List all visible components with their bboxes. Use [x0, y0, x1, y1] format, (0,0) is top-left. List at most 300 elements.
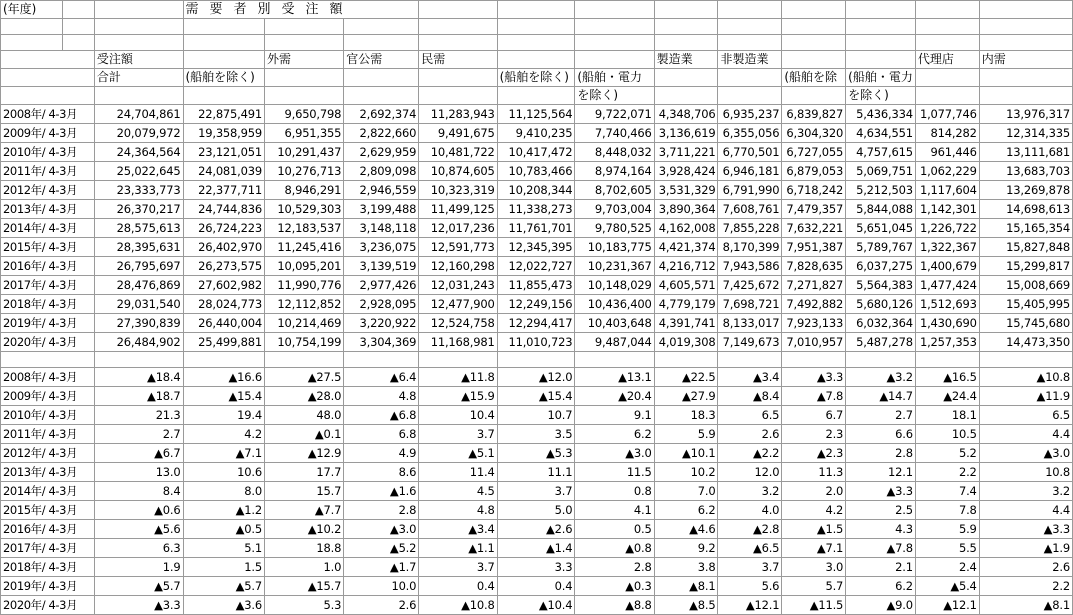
data-cell[interactable]: 10.5: [915, 425, 979, 444]
data-cell[interactable]: ▲0.3: [575, 577, 654, 596]
cell[interactable]: [1, 352, 95, 368]
data-cell[interactable]: 25,499,881: [183, 333, 264, 352]
data-cell[interactable]: 12,524,758: [419, 314, 497, 333]
data-cell[interactable]: 23,333,773: [94, 181, 183, 200]
data-cell[interactable]: 5,212,503: [846, 181, 916, 200]
data-cell[interactable]: ▲15.4: [497, 387, 575, 406]
cell[interactable]: [846, 352, 916, 368]
data-cell[interactable]: ▲15.9: [419, 387, 497, 406]
data-cell[interactable]: ▲12.0: [497, 368, 575, 387]
row-label[interactable]: 2014年/ 4-3月: [1, 219, 95, 238]
data-cell[interactable]: 2,946,559: [344, 181, 419, 200]
data-cell[interactable]: 22,377,711: [183, 181, 264, 200]
row-label[interactable]: 2012年/ 4-3月: [1, 181, 95, 200]
column-header[interactable]: (船舶を除く): [497, 69, 575, 87]
data-cell[interactable]: 3,148,118: [344, 219, 419, 238]
data-cell[interactable]: ▲3.4: [718, 368, 782, 387]
data-cell[interactable]: 5.7: [782, 577, 846, 596]
data-cell[interactable]: 3.2: [979, 482, 1072, 501]
data-cell[interactable]: 4.0: [718, 501, 782, 520]
data-cell[interactable]: 1.5: [183, 558, 264, 577]
data-cell[interactable]: 6,355,056: [718, 124, 782, 143]
data-cell[interactable]: ▲8.8: [575, 596, 654, 615]
cell[interactable]: [979, 352, 1072, 368]
data-cell[interactable]: 10,276,713: [264, 162, 343, 181]
data-cell[interactable]: 11,125,564: [497, 105, 575, 124]
data-cell[interactable]: 12,477,900: [419, 295, 497, 314]
data-cell[interactable]: 26,402,970: [183, 238, 264, 257]
cell[interactable]: [782, 35, 846, 51]
row-label[interactable]: 2010年/ 4-3月: [1, 143, 95, 162]
data-cell[interactable]: ▲3.0: [344, 520, 419, 539]
cell[interactable]: [62, 19, 94, 35]
data-cell[interactable]: 6.2: [654, 501, 718, 520]
data-cell[interactable]: 10,095,201: [264, 257, 343, 276]
data-cell[interactable]: 4.5: [419, 482, 497, 501]
data-cell[interactable]: 18.3: [654, 406, 718, 425]
data-cell[interactable]: ▲7.8: [782, 387, 846, 406]
data-cell[interactable]: 9,722,071: [575, 105, 654, 124]
data-cell[interactable]: 3,928,424: [654, 162, 718, 181]
data-cell[interactable]: ▲12.1: [718, 596, 782, 615]
data-cell[interactable]: ▲18.4: [94, 368, 183, 387]
data-cell[interactable]: 18.1: [915, 406, 979, 425]
data-cell[interactable]: ▲6.4: [344, 368, 419, 387]
row-label[interactable]: 2014年/ 4-3月: [1, 482, 95, 501]
row-label[interactable]: 2009年/ 4-3月: [1, 387, 95, 406]
data-cell[interactable]: 7,698,721: [718, 295, 782, 314]
cell[interactable]: [183, 35, 264, 51]
data-cell[interactable]: 1.9: [94, 558, 183, 577]
cell[interactable]: [183, 352, 264, 368]
data-cell[interactable]: 4,605,571: [654, 276, 718, 295]
data-cell[interactable]: 7,425,672: [718, 276, 782, 295]
data-cell[interactable]: 26,440,004: [183, 314, 264, 333]
row-label[interactable]: 2018年/ 4-3月: [1, 295, 95, 314]
data-cell[interactable]: ▲8.1: [979, 596, 1072, 615]
data-cell[interactable]: ▲10.1: [654, 444, 718, 463]
cell[interactable]: [846, 1, 916, 19]
data-cell[interactable]: 4.1: [575, 501, 654, 520]
data-cell[interactable]: 814,282: [915, 124, 979, 143]
data-cell[interactable]: 2.3: [782, 425, 846, 444]
cell[interactable]: [344, 352, 419, 368]
data-cell[interactable]: 19,358,959: [183, 124, 264, 143]
data-cell[interactable]: ▲0.8: [575, 539, 654, 558]
data-cell[interactable]: ▲15.4: [183, 387, 264, 406]
data-cell[interactable]: 1,430,690: [915, 314, 979, 333]
data-cell[interactable]: 8,946,291: [264, 181, 343, 200]
cell[interactable]: [654, 35, 718, 51]
data-cell[interactable]: 11,168,981: [419, 333, 497, 352]
data-cell[interactable]: 10,183,775: [575, 238, 654, 257]
cell[interactable]: [183, 19, 264, 35]
data-cell[interactable]: 15,165,354: [979, 219, 1072, 238]
row-label[interactable]: 2016年/ 4-3月: [1, 257, 95, 276]
data-cell[interactable]: 6,791,990: [718, 181, 782, 200]
cell[interactable]: [915, 352, 979, 368]
data-cell[interactable]: ▲1.2: [183, 501, 264, 520]
data-cell[interactable]: 6.6: [846, 425, 916, 444]
row-label[interactable]: 2008年/ 4-3月: [1, 368, 95, 387]
cell[interactable]: [575, 35, 654, 51]
cell[interactable]: [915, 1, 979, 19]
data-cell[interactable]: 5.9: [654, 425, 718, 444]
data-cell[interactable]: 26,273,575: [183, 257, 264, 276]
data-cell[interactable]: 2.2: [979, 577, 1072, 596]
data-cell[interactable]: 11,499,125: [419, 200, 497, 219]
data-cell[interactable]: 4,779,179: [654, 295, 718, 314]
data-cell[interactable]: 23,121,051: [183, 143, 264, 162]
data-cell[interactable]: 3.8: [654, 558, 718, 577]
data-cell[interactable]: 1,077,746: [915, 105, 979, 124]
data-cell[interactable]: 2.6: [718, 425, 782, 444]
data-cell[interactable]: ▲3.3: [979, 520, 1072, 539]
data-cell[interactable]: ▲3.2: [846, 368, 916, 387]
data-cell[interactable]: ▲7.8: [846, 539, 916, 558]
data-cell[interactable]: 11,990,776: [264, 276, 343, 295]
data-cell[interactable]: ▲2.3: [782, 444, 846, 463]
data-cell[interactable]: ▲0.5: [183, 520, 264, 539]
column-header[interactable]: 内需: [979, 51, 1072, 69]
data-cell[interactable]: 0.4: [497, 577, 575, 596]
data-cell[interactable]: ▲18.7: [94, 387, 183, 406]
data-cell[interactable]: ▲1.5: [782, 520, 846, 539]
data-cell[interactable]: 12.1: [846, 463, 916, 482]
cell[interactable]: [264, 19, 343, 35]
cell[interactable]: [62, 35, 94, 51]
data-cell[interactable]: ▲12.9: [264, 444, 343, 463]
data-cell[interactable]: 10.0: [344, 577, 419, 596]
data-cell[interactable]: ▲4.6: [654, 520, 718, 539]
data-cell[interactable]: 9,487,044: [575, 333, 654, 352]
data-cell[interactable]: 2.2: [915, 463, 979, 482]
data-cell[interactable]: 26,795,697: [94, 257, 183, 276]
data-cell[interactable]: 3.7: [718, 558, 782, 577]
data-cell[interactable]: 1,117,604: [915, 181, 979, 200]
row-label[interactable]: 2020年/ 4-3月: [1, 596, 95, 615]
data-cell[interactable]: 2.0: [782, 482, 846, 501]
column-header[interactable]: [718, 87, 782, 105]
data-cell[interactable]: ▲8.4: [718, 387, 782, 406]
data-cell[interactable]: 13,683,703: [979, 162, 1072, 181]
data-cell[interactable]: 28,024,773: [183, 295, 264, 314]
data-cell[interactable]: 2,977,426: [344, 276, 419, 295]
data-cell[interactable]: 6.7: [782, 406, 846, 425]
column-header[interactable]: 民需: [419, 51, 497, 69]
data-cell[interactable]: 25,022,645: [94, 162, 183, 181]
data-cell[interactable]: 4.4: [979, 501, 1072, 520]
data-cell[interactable]: 4.2: [183, 425, 264, 444]
column-header[interactable]: [497, 51, 575, 69]
data-cell[interactable]: 3,711,221: [654, 143, 718, 162]
column-header[interactable]: [979, 69, 1072, 87]
column-header[interactable]: [183, 51, 264, 69]
data-cell[interactable]: 11,010,723: [497, 333, 575, 352]
data-cell[interactable]: 6,032,364: [846, 314, 916, 333]
data-cell[interactable]: 5,680,126: [846, 295, 916, 314]
cell-corner[interactable]: [1, 87, 95, 105]
cell[interactable]: [654, 1, 718, 19]
data-cell[interactable]: 10,214,469: [264, 314, 343, 333]
data-cell[interactable]: 11.5: [575, 463, 654, 482]
data-cell[interactable]: ▲2.6: [497, 520, 575, 539]
data-cell[interactable]: ▲3.0: [575, 444, 654, 463]
data-cell[interactable]: 6,304,320: [782, 124, 846, 143]
data-cell[interactable]: 11,761,701: [497, 219, 575, 238]
data-cell[interactable]: 11.3: [782, 463, 846, 482]
data-cell[interactable]: 0.8: [575, 482, 654, 501]
data-cell[interactable]: 0.5: [575, 520, 654, 539]
column-header[interactable]: [979, 87, 1072, 105]
row-label[interactable]: 2011年/ 4-3月: [1, 162, 95, 181]
cell-sheet-title[interactable]: 需要者別受注額: [183, 1, 419, 19]
data-cell[interactable]: 3.7: [419, 558, 497, 577]
data-cell[interactable]: 1,142,301: [915, 200, 979, 219]
data-cell[interactable]: ▲2.2: [718, 444, 782, 463]
data-cell[interactable]: ▲5.6: [94, 520, 183, 539]
data-cell[interactable]: 3,531,329: [654, 181, 718, 200]
cell[interactable]: [575, 19, 654, 35]
cell[interactable]: [1, 19, 63, 35]
column-header[interactable]: [782, 87, 846, 105]
column-header[interactable]: 非製造業: [718, 51, 782, 69]
data-cell[interactable]: ▲27.5: [264, 368, 343, 387]
data-cell[interactable]: 2.6: [979, 558, 1072, 577]
data-cell[interactable]: 13,269,878: [979, 181, 1072, 200]
data-cell[interactable]: 5,651,045: [846, 219, 916, 238]
column-header[interactable]: を除く): [846, 87, 916, 105]
data-cell[interactable]: 5.5: [915, 539, 979, 558]
data-cell[interactable]: 8.4: [94, 482, 183, 501]
cell[interactable]: [718, 19, 782, 35]
data-cell[interactable]: 24,744,836: [183, 200, 264, 219]
data-cell[interactable]: ▲5.2: [344, 539, 419, 558]
data-cell[interactable]: 10.7: [497, 406, 575, 425]
cell[interactable]: [575, 1, 654, 19]
data-cell[interactable]: 24,081,039: [183, 162, 264, 181]
data-cell[interactable]: ▲3.0: [979, 444, 1072, 463]
data-cell[interactable]: 17.7: [264, 463, 343, 482]
data-cell[interactable]: 3.5: [497, 425, 575, 444]
data-cell[interactable]: 4,162,008: [654, 219, 718, 238]
data-cell[interactable]: 4,391,741: [654, 314, 718, 333]
column-header[interactable]: 製造業: [654, 51, 718, 69]
data-cell[interactable]: ▲16.5: [915, 368, 979, 387]
data-cell[interactable]: 5.2: [915, 444, 979, 463]
column-header[interactable]: [344, 87, 419, 105]
row-label[interactable]: 2011年/ 4-3月: [1, 425, 95, 444]
data-cell[interactable]: ▲22.5: [654, 368, 718, 387]
data-cell[interactable]: 9,650,798: [264, 105, 343, 124]
data-cell[interactable]: 10,403,648: [575, 314, 654, 333]
data-cell[interactable]: 11,855,473: [497, 276, 575, 295]
data-cell[interactable]: ▲5.7: [183, 577, 264, 596]
cell[interactable]: [846, 35, 916, 51]
data-cell[interactable]: 12,022,727: [497, 257, 575, 276]
data-cell[interactable]: 6,727,055: [782, 143, 846, 162]
data-cell[interactable]: 10,481,722: [419, 143, 497, 162]
data-cell[interactable]: 3.0: [782, 558, 846, 577]
data-cell[interactable]: ▲11.9: [979, 387, 1072, 406]
data-cell[interactable]: 4.8: [419, 501, 497, 520]
data-cell[interactable]: 15.7: [264, 482, 343, 501]
row-label[interactable]: 2013年/ 4-3月: [1, 463, 95, 482]
data-cell[interactable]: 4.8: [344, 387, 419, 406]
data-cell[interactable]: 7.4: [915, 482, 979, 501]
column-header[interactable]: (船舶・電力: [575, 69, 654, 87]
data-cell[interactable]: 12,294,417: [497, 314, 575, 333]
data-cell[interactable]: 12.0: [718, 463, 782, 482]
data-cell[interactable]: 4,348,706: [654, 105, 718, 124]
data-cell[interactable]: 15,008,669: [979, 276, 1072, 295]
cell-corner[interactable]: [1, 51, 95, 69]
row-label[interactable]: 2013年/ 4-3月: [1, 200, 95, 219]
data-cell[interactable]: ▲9.0: [846, 596, 916, 615]
data-cell[interactable]: 8,133,017: [718, 314, 782, 333]
data-cell[interactable]: ▲14.7: [846, 387, 916, 406]
data-cell[interactable]: 2.8: [846, 444, 916, 463]
data-cell[interactable]: 28,575,613: [94, 219, 183, 238]
row-label[interactable]: 2020年/ 4-3月: [1, 333, 95, 352]
data-cell[interactable]: 7,479,357: [782, 200, 846, 219]
data-cell[interactable]: 13,976,317: [979, 105, 1072, 124]
data-cell[interactable]: 12,183,537: [264, 219, 343, 238]
cell[interactable]: [782, 1, 846, 19]
cell[interactable]: [782, 352, 846, 368]
data-cell[interactable]: 3.3: [497, 558, 575, 577]
data-cell[interactable]: 28,395,631: [94, 238, 183, 257]
data-cell[interactable]: 2.1: [846, 558, 916, 577]
data-cell[interactable]: 5,564,383: [846, 276, 916, 295]
cell[interactable]: [264, 352, 343, 368]
data-cell[interactable]: 5,436,334: [846, 105, 916, 124]
data-cell[interactable]: ▲15.7: [264, 577, 343, 596]
data-cell[interactable]: 10,148,029: [575, 276, 654, 295]
data-cell[interactable]: 10,291,437: [264, 143, 343, 162]
data-cell[interactable]: 9,703,004: [575, 200, 654, 219]
cell[interactable]: [419, 352, 497, 368]
data-cell[interactable]: 6,037,275: [846, 257, 916, 276]
data-cell[interactable]: 7,828,635: [782, 257, 846, 276]
data-cell[interactable]: 5,789,767: [846, 238, 916, 257]
data-cell[interactable]: 11,283,943: [419, 105, 497, 124]
column-header[interactable]: 外需: [264, 51, 343, 69]
cell[interactable]: [575, 352, 654, 368]
data-cell[interactable]: 12,249,156: [497, 295, 575, 314]
data-cell[interactable]: ▲1.9: [979, 539, 1072, 558]
data-cell[interactable]: ▲2.8: [718, 520, 782, 539]
data-cell[interactable]: ▲10.4: [497, 596, 575, 615]
cell[interactable]: [979, 1, 1072, 19]
data-cell[interactable]: 1.0: [264, 558, 343, 577]
row-label[interactable]: 2019年/ 4-3月: [1, 577, 95, 596]
cell[interactable]: [264, 35, 343, 51]
data-cell[interactable]: 2.7: [94, 425, 183, 444]
cell[interactable]: [62, 1, 94, 19]
data-cell[interactable]: 27,390,839: [94, 314, 183, 333]
data-cell[interactable]: 10.8: [979, 463, 1072, 482]
data-cell[interactable]: ▲7.1: [183, 444, 264, 463]
data-cell[interactable]: 3.2: [718, 482, 782, 501]
column-header[interactable]: [718, 69, 782, 87]
data-cell[interactable]: 28,476,869: [94, 276, 183, 295]
cell[interactable]: [344, 35, 419, 51]
data-cell[interactable]: ▲6.8: [344, 406, 419, 425]
data-cell[interactable]: ▲7.7: [264, 501, 343, 520]
data-cell[interactable]: 4.2: [782, 501, 846, 520]
data-cell[interactable]: 10,754,199: [264, 333, 343, 352]
data-cell[interactable]: ▲5.4: [915, 577, 979, 596]
cell[interactable]: [718, 352, 782, 368]
data-cell[interactable]: 12,017,236: [419, 219, 497, 238]
data-cell[interactable]: ▲11.5: [782, 596, 846, 615]
data-cell[interactable]: 8,170,399: [718, 238, 782, 257]
column-header[interactable]: 代理店: [915, 51, 979, 69]
data-cell[interactable]: 4.3: [846, 520, 916, 539]
data-cell[interactable]: 7,855,228: [718, 219, 782, 238]
data-cell[interactable]: 26,370,217: [94, 200, 183, 219]
data-cell[interactable]: 7,608,761: [718, 200, 782, 219]
data-cell[interactable]: 11.1: [497, 463, 575, 482]
cell[interactable]: [718, 1, 782, 19]
data-cell[interactable]: 3.7: [419, 425, 497, 444]
data-cell[interactable]: 7,492,882: [782, 295, 846, 314]
row-label[interactable]: 2008年/ 4-3月: [1, 105, 95, 124]
column-header[interactable]: [654, 69, 718, 87]
data-cell[interactable]: ▲8.5: [654, 596, 718, 615]
column-header[interactable]: [654, 87, 718, 105]
data-cell[interactable]: 24,364,564: [94, 143, 183, 162]
data-cell[interactable]: ▲27.9: [654, 387, 718, 406]
column-header[interactable]: [915, 69, 979, 87]
data-cell[interactable]: 10,529,303: [264, 200, 343, 219]
data-cell[interactable]: 6,718,242: [782, 181, 846, 200]
data-cell[interactable]: 5.3: [264, 596, 343, 615]
cell-corner[interactable]: [1, 69, 95, 87]
data-cell[interactable]: 2.6: [344, 596, 419, 615]
data-cell[interactable]: 7,632,221: [782, 219, 846, 238]
data-cell[interactable]: ▲1.1: [419, 539, 497, 558]
data-cell[interactable]: 6.5: [718, 406, 782, 425]
data-cell[interactable]: ▲16.6: [183, 368, 264, 387]
data-cell[interactable]: 3,139,519: [344, 257, 419, 276]
data-cell[interactable]: 6,946,181: [718, 162, 782, 181]
data-cell[interactable]: 12,112,852: [264, 295, 343, 314]
column-header[interactable]: [344, 69, 419, 87]
data-cell[interactable]: 2.8: [344, 501, 419, 520]
data-cell[interactable]: 9.2: [654, 539, 718, 558]
data-cell[interactable]: 12,314,335: [979, 124, 1072, 143]
data-cell[interactable]: 10,436,400: [575, 295, 654, 314]
cell[interactable]: [497, 19, 575, 35]
data-cell[interactable]: ▲5.3: [497, 444, 575, 463]
cell[interactable]: [915, 35, 979, 51]
data-cell[interactable]: 3.7: [497, 482, 575, 501]
cell[interactable]: [94, 352, 183, 368]
data-cell[interactable]: 6.2: [575, 425, 654, 444]
data-cell[interactable]: 12,031,243: [419, 276, 497, 295]
data-cell[interactable]: 8,702,605: [575, 181, 654, 200]
column-header[interactable]: を除く): [575, 87, 654, 105]
data-cell[interactable]: ▲10.8: [979, 368, 1072, 387]
data-cell[interactable]: ▲6.7: [94, 444, 183, 463]
data-cell[interactable]: 26,724,223: [183, 219, 264, 238]
data-cell[interactable]: 6.5: [979, 406, 1072, 425]
cell[interactable]: [718, 35, 782, 51]
data-cell[interactable]: 10.6: [183, 463, 264, 482]
data-cell[interactable]: 19.4: [183, 406, 264, 425]
